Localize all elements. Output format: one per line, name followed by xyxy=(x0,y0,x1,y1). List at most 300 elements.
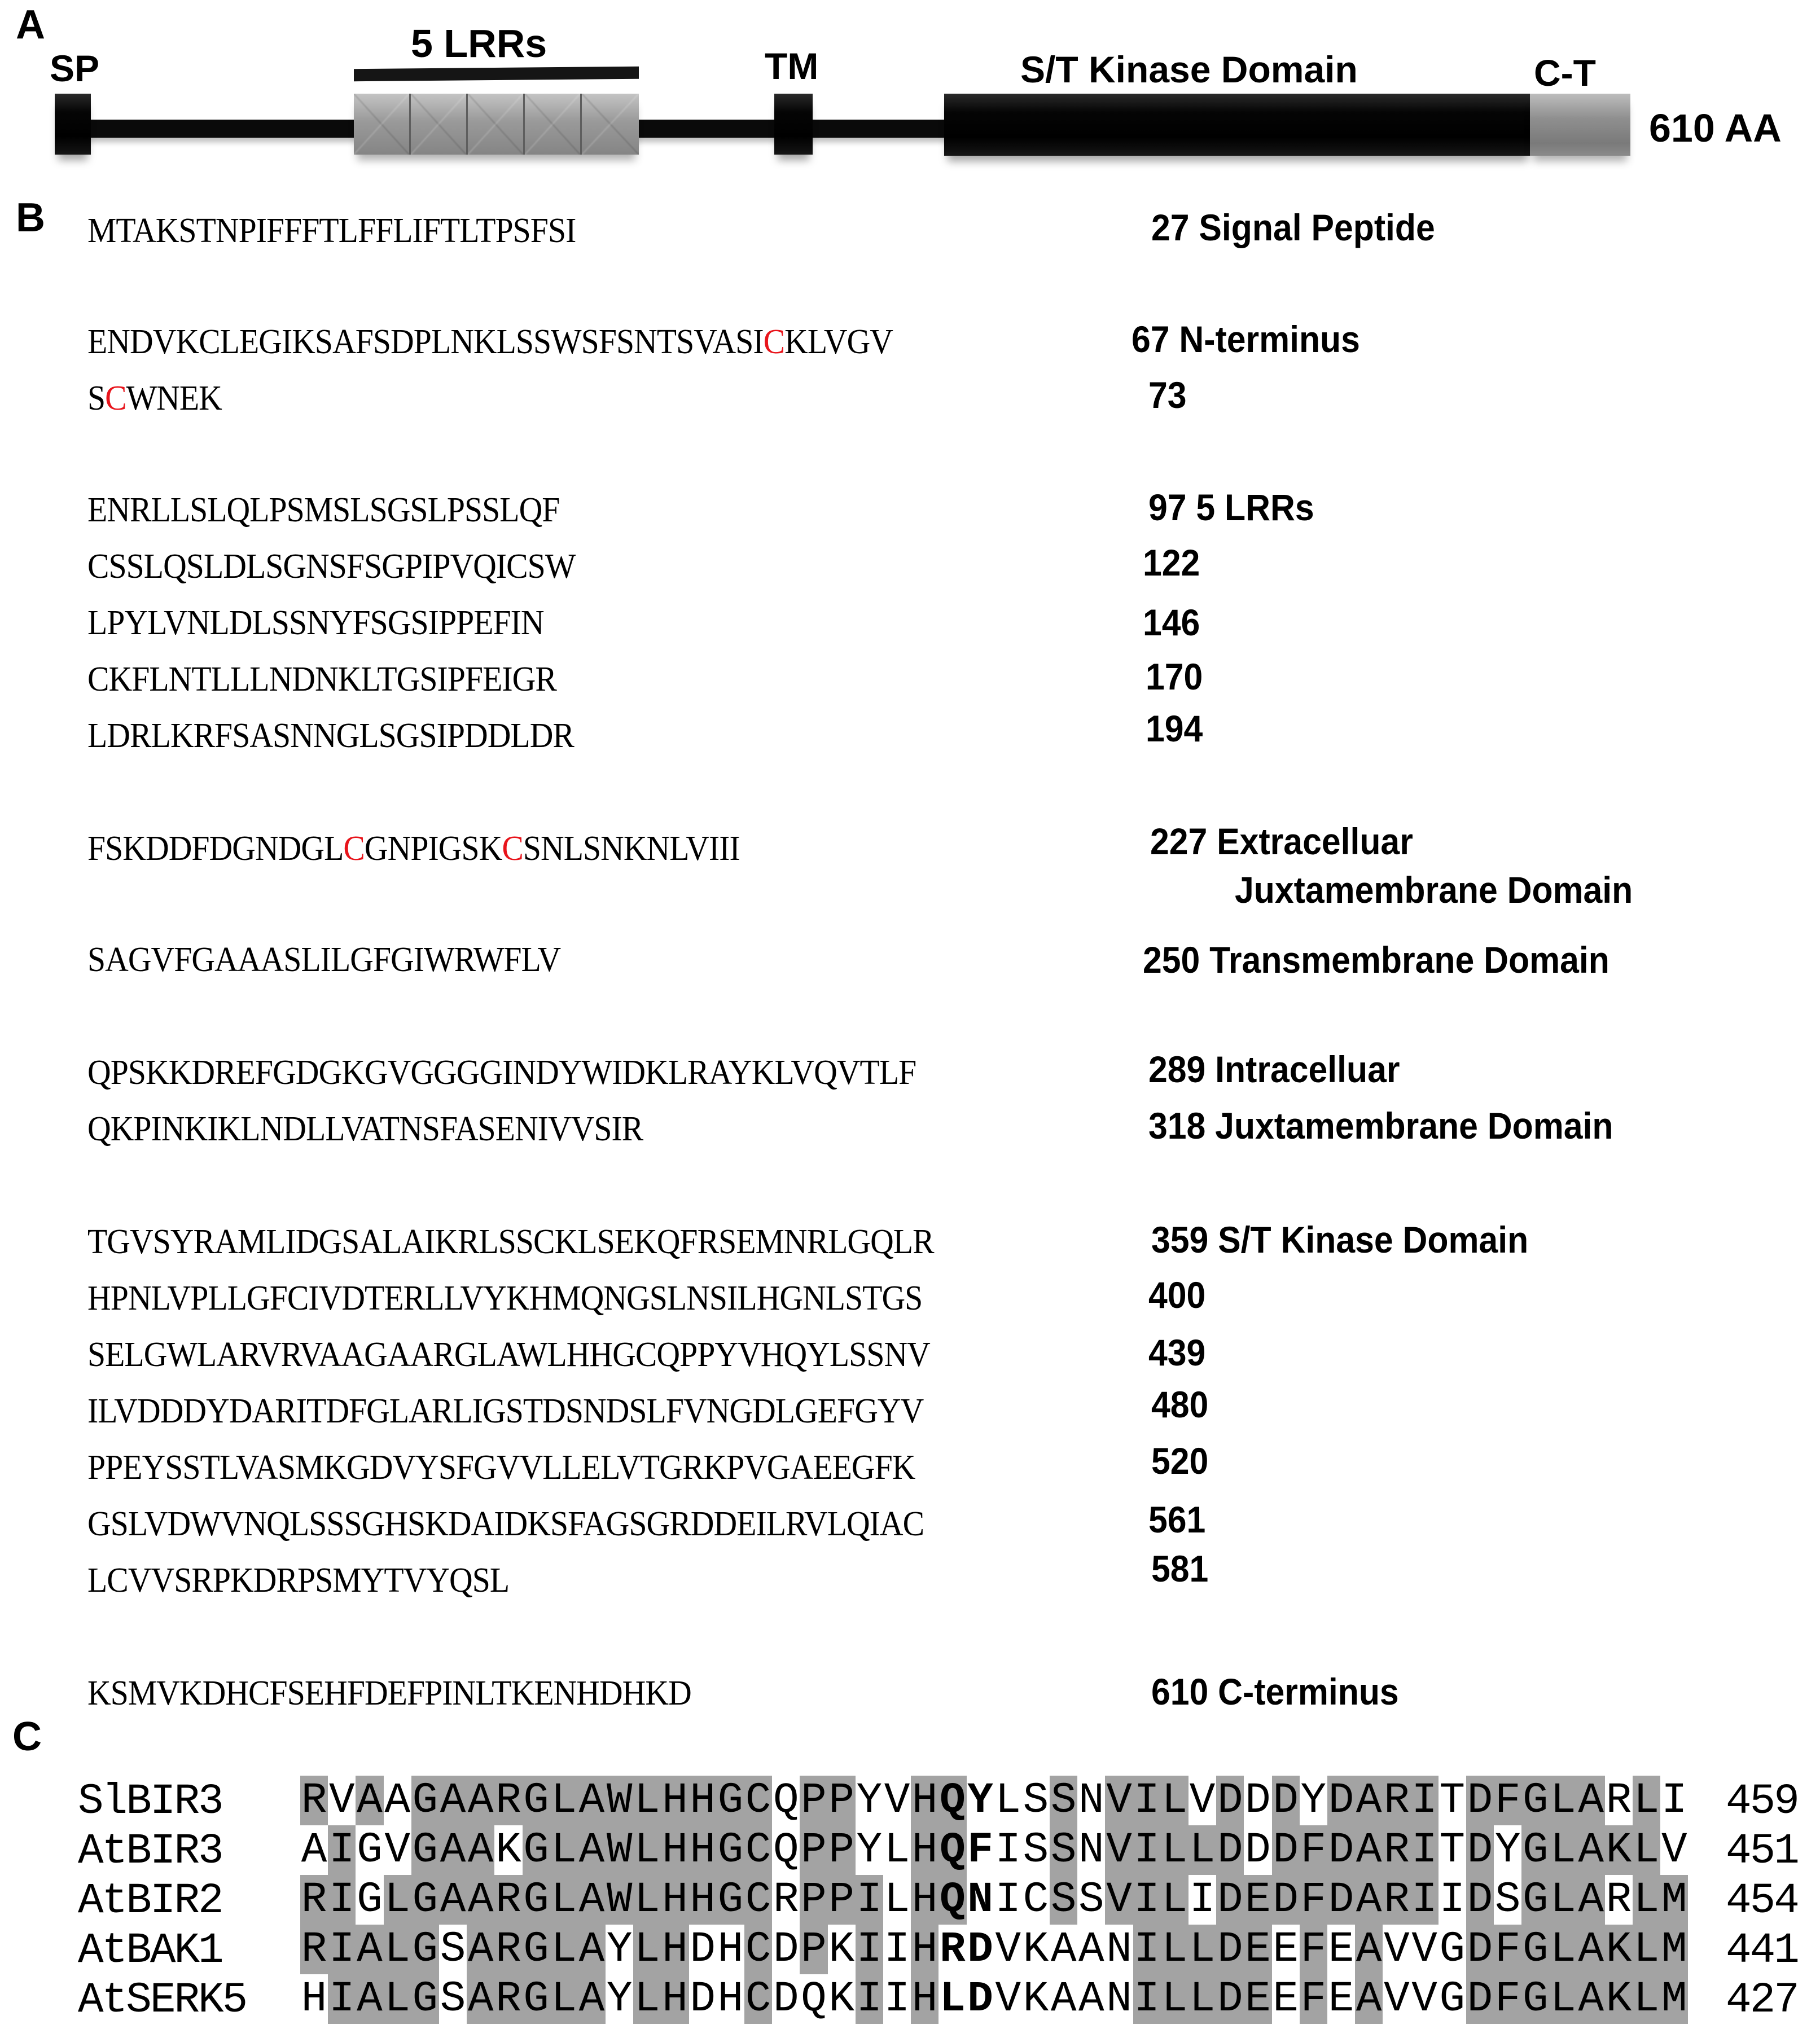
residue: N xyxy=(1078,1776,1104,1825)
residue: I xyxy=(1189,1876,1216,1924)
protein-sequence-line xyxy=(87,213,576,248)
conserved-residue: A xyxy=(1356,1776,1382,1825)
position-domain-label: 359 S/T Kinase Domain xyxy=(1151,1219,1529,1261)
conserved-residue: G xyxy=(412,1776,438,1825)
highlighted-cysteine: C xyxy=(343,829,365,868)
residue: L xyxy=(940,1975,966,2023)
ct-label: C-T xyxy=(1534,52,1596,94)
conserved-residue: A xyxy=(1578,1876,1604,1924)
conserved-residue: L xyxy=(1189,1826,1216,1874)
conserved-residue: H xyxy=(690,1826,716,1874)
residue: D xyxy=(1245,1776,1271,1825)
conserved-residue: G xyxy=(717,1776,744,1825)
conserved-residue: A xyxy=(1578,1975,1604,2023)
conserved-residue: I xyxy=(1134,1925,1160,1974)
sequence-segment: WNEK xyxy=(126,379,222,418)
position-domain-label: 561 xyxy=(1148,1499,1206,1540)
residue: Q xyxy=(801,1975,827,2023)
conserved-residue: L xyxy=(551,1876,577,1924)
position-domain-label: 400 xyxy=(1148,1274,1206,1316)
residue: H xyxy=(301,1975,327,2023)
residue: V xyxy=(384,1826,410,1874)
residue: K xyxy=(495,1826,521,1874)
panel-c-label: C xyxy=(12,1714,42,1759)
conserved-residue: F xyxy=(1300,1826,1327,1874)
conserved-residue: D xyxy=(1217,1826,1243,1874)
conserved-residue: A xyxy=(467,1975,494,2023)
alignment-sequence-name: AtBIR2 xyxy=(78,1877,222,1925)
conserved-residue: I xyxy=(1134,1876,1160,1924)
residue: Y xyxy=(967,1776,993,1825)
conserved-residue: D xyxy=(1273,1876,1299,1924)
conserved-residue: H xyxy=(662,1925,688,1974)
residue: G xyxy=(1439,1975,1466,2023)
conserved-residue: L xyxy=(1633,1826,1660,1874)
alignment-sequence-name: AtBIR3 xyxy=(78,1827,222,1876)
position-domain-label: 27 Signal Peptide xyxy=(1151,207,1435,248)
protein-sequence-line xyxy=(87,1450,915,1485)
conserved-residue: M xyxy=(1661,1876,1687,1924)
conserved-residue: D xyxy=(1273,1826,1299,1874)
residue: G xyxy=(357,1826,383,1874)
residue: C xyxy=(1023,1876,1049,1924)
residue: A xyxy=(1078,1975,1104,2023)
sequence-segment: SAGVFGAAASLILGFGIWRWFLV xyxy=(87,941,561,979)
conserved-residue: I xyxy=(856,1925,883,1974)
conserved-residue: H xyxy=(690,1776,716,1825)
conserved-residue: G xyxy=(523,1925,549,1974)
residue: V xyxy=(1411,1925,1437,1974)
conserved-residue: A xyxy=(440,1776,466,1825)
conserved-residue: G xyxy=(412,1826,438,1874)
conserved-residue: L xyxy=(1189,1925,1216,1974)
conserved-residue: D xyxy=(1217,1975,1243,2023)
conserved-residue: L xyxy=(634,1925,660,1974)
conserved-residue: H xyxy=(662,1975,688,2023)
protein-sequence-line xyxy=(87,831,740,866)
conserved-residue: G xyxy=(523,1826,549,1874)
protein-sequence-line xyxy=(87,1676,691,1711)
conserved-residue: R xyxy=(495,1975,521,2023)
residue: V xyxy=(1411,1975,1437,2023)
conserved-residue: E xyxy=(1245,1925,1271,1974)
conserved-residue: D xyxy=(1217,1776,1243,1825)
residue: Q xyxy=(773,1776,799,1825)
conserved-residue: A xyxy=(1356,1876,1382,1924)
conserved-residue: L xyxy=(1161,1826,1188,1874)
residue: D xyxy=(967,1975,993,2023)
conserved-residue: F xyxy=(1300,1925,1327,1974)
conserved-residue: A xyxy=(1578,1925,1604,1974)
domain-diagram xyxy=(0,0,1820,181)
protein-sequence-line xyxy=(87,1507,924,1541)
residue: K xyxy=(828,1925,854,1974)
sequence-segment: MTAKSTNPIFFFTLFFLIFTLTPSFSI xyxy=(87,212,576,250)
sequence-segment: PPEYSSTLVASMKGDVYSFGVVLLELVTGRKPVGAEEGFK xyxy=(87,1448,915,1487)
protein-sequence-line xyxy=(87,381,222,416)
residue: D xyxy=(690,1975,716,2023)
conserved-residue: A xyxy=(578,1826,605,1874)
residue: L xyxy=(884,1826,910,1874)
residue: I xyxy=(995,1826,1021,1874)
lrr-span-bar xyxy=(354,67,639,81)
protein-sequence-line xyxy=(87,1224,934,1259)
residue: N xyxy=(1106,1925,1132,1974)
residue: K xyxy=(1023,1975,1049,2023)
conserved-residue: P xyxy=(801,1826,827,1874)
kinase-domain-box xyxy=(944,94,1531,156)
conserved-residue: G xyxy=(1523,1876,1549,1924)
conserved-residue: P xyxy=(828,1826,854,1874)
conserved-residue: L xyxy=(1633,1876,1660,1924)
residue: S xyxy=(1078,1876,1104,1924)
conserved-residue: G xyxy=(523,1975,549,2023)
alignment-sequence-name: SlBIR3 xyxy=(78,1777,222,1826)
conserved-residue: Q xyxy=(940,1876,966,1924)
alignment-sequence-name: AtSERK5 xyxy=(78,1976,247,2024)
conserved-residue: R xyxy=(495,1876,521,1924)
protein-sequence-line xyxy=(87,718,574,753)
conserved-residue: I xyxy=(328,1826,355,1874)
conserved-residue: L xyxy=(551,1826,577,1874)
residue: S xyxy=(1494,1876,1521,1924)
residue: V xyxy=(995,1975,1021,2023)
conserved-residue: G xyxy=(412,1975,438,2023)
protein-sequence-line xyxy=(87,1281,922,1316)
conserved-residue: D xyxy=(1467,1876,1493,1924)
residue: R xyxy=(1606,1876,1632,1924)
residue: I xyxy=(1661,1776,1687,1825)
protein-sequence-line xyxy=(87,1394,923,1429)
protein-length-label: 610 AA xyxy=(1649,106,1782,150)
conserved-residue: K xyxy=(1606,1975,1632,2023)
conserved-residue: L xyxy=(1161,1876,1188,1924)
conserved-residue: H xyxy=(690,1876,716,1924)
conserved-residue: I xyxy=(328,1876,355,1924)
conserved-residue: H xyxy=(911,1776,938,1825)
conserved-residue: R xyxy=(1384,1776,1410,1825)
conserved-residue: D xyxy=(1467,1975,1493,2023)
protein-sequence-line xyxy=(87,605,544,640)
residue: D xyxy=(773,1975,799,2023)
conserved-residue: R xyxy=(495,1925,521,1974)
conserved-residue: A xyxy=(1578,1826,1604,1874)
conserved-residue: A xyxy=(357,1975,383,2023)
sequence-segment: GNPIGSK xyxy=(364,829,502,868)
conserved-residue: G xyxy=(1523,1826,1549,1874)
protein-sequence-line xyxy=(87,942,560,977)
conserved-residue: L xyxy=(1161,1925,1188,1974)
conserved-residue: A xyxy=(578,1876,605,1924)
conserved-residue: F xyxy=(1494,1925,1521,1974)
conserved-residue: L xyxy=(1550,1876,1576,1924)
residue: L xyxy=(995,1776,1021,1825)
conserved-residue: K xyxy=(1606,1925,1632,1974)
conserved-residue: M xyxy=(1661,1975,1687,2023)
position-domain-label: 480 xyxy=(1151,1384,1209,1425)
position-domain-label: 439 xyxy=(1148,1332,1206,1373)
residue: V xyxy=(1384,1975,1410,2023)
conserved-residue: A xyxy=(1578,1776,1604,1825)
sequence-segment: GSLVDWVNQLSSSGHSKDAIDKSFAGSGRDDEILRVLQIAC xyxy=(87,1505,924,1543)
residue: A xyxy=(1050,1925,1077,1974)
residue: D xyxy=(773,1925,799,1974)
conserved-residue: A xyxy=(467,1826,494,1874)
position-domain-label: 581 xyxy=(1151,1548,1209,1589)
conserved-residue: D xyxy=(1217,1876,1243,1924)
conserved-residue: K xyxy=(1606,1826,1632,1874)
sequence-segment: SELGWLARVRVAAGAARGLAWLHHGCQPPYVHQYLSSNV xyxy=(87,1336,930,1374)
residue: D xyxy=(690,1925,716,1974)
conserved-residue: D xyxy=(1217,1925,1243,1974)
sequence-segment: TGVSYRAMLIDGSALAIKRLSSCKLSEKQFRSEMNRLGQLR xyxy=(87,1223,934,1261)
residue: R xyxy=(940,1925,966,1974)
conserved-residue: L xyxy=(1633,1776,1660,1825)
conserved-residue: D xyxy=(1467,1925,1493,1974)
conserved-residue: F xyxy=(1494,1975,1521,2023)
residue: G xyxy=(1439,1925,1466,1974)
conserved-residue: Q xyxy=(940,1826,966,1874)
alignment-row xyxy=(300,1825,1688,1875)
sp-domain-box xyxy=(55,94,91,155)
protein-sequence-line xyxy=(87,1337,930,1372)
residue: K xyxy=(1023,1925,1049,1974)
residue: T xyxy=(1439,1776,1466,1825)
conserved-residue: L xyxy=(634,1975,660,2023)
conserved-residue: L xyxy=(384,1876,410,1924)
conserved-residue: I xyxy=(1411,1776,1437,1825)
panel-b-label: B xyxy=(16,195,45,240)
conserved-residue: P xyxy=(801,1925,827,1974)
sequence-segment: LCVVSRPKDRPSMYTVYQSL xyxy=(87,1561,510,1600)
sequence-segment: LPYLVNLDLSSNYFSGSIPPEFIN xyxy=(87,604,544,642)
conserved-residue: G xyxy=(412,1876,438,1924)
conserved-residue: C xyxy=(745,1925,771,1974)
conserved-residue: G xyxy=(523,1776,549,1825)
sequence-segment: HPNLVPLLGFCIVDTERLLVYKHMQNGSLNSILHGNLSTGS xyxy=(87,1279,923,1317)
protein-sequence-line xyxy=(87,549,575,584)
conserved-residue: I xyxy=(1411,1826,1437,1874)
residue: Y xyxy=(606,1925,633,1974)
ct-domain-box xyxy=(1530,94,1630,156)
conserved-residue: R xyxy=(1384,1826,1410,1874)
residue: K xyxy=(828,1975,854,2023)
conserved-residue: C xyxy=(745,1776,771,1825)
conserved-residue: I xyxy=(1134,1975,1160,2023)
sequence-segment: ILVDDDYDARITDFGLARLIGSTDSNDSLFVNGDLGEFGYV xyxy=(87,1392,924,1430)
alignment-sequence-name: AtBAK1 xyxy=(78,1926,222,1975)
conserved-residue: A xyxy=(578,1975,605,2023)
conserved-residue: L xyxy=(384,1925,410,1974)
conserved-residue: H xyxy=(911,1876,938,1924)
conserved-residue: H xyxy=(662,1826,688,1874)
conserved-residue: A xyxy=(357,1776,383,1825)
sequence-segment: QKPINKIKLNDLLVATNSFASENIVVSIR xyxy=(87,1110,643,1148)
conserved-residue: R xyxy=(495,1776,521,1825)
residue: S xyxy=(1023,1826,1049,1874)
residue: V xyxy=(995,1925,1021,1974)
conserved-residue: D xyxy=(1467,1776,1493,1825)
sequence-segment: LDRLKRFSASNNGLSGSIPDDLDR xyxy=(87,717,574,755)
conserved-residue: L xyxy=(1633,1925,1660,1974)
conserved-residue: R xyxy=(301,1776,327,1825)
conserved-residue: F xyxy=(1300,1876,1327,1924)
alignment-end-position: 451 xyxy=(1726,1827,1798,1876)
alignment-end-position: 427 xyxy=(1726,1976,1798,2024)
conserved-residue: G xyxy=(1523,1776,1549,1825)
conserved-residue: H xyxy=(911,1925,938,1974)
residue: H xyxy=(717,1975,744,2023)
sp-label: SP xyxy=(50,47,100,89)
conserved-residue: L xyxy=(1161,1776,1188,1825)
lrr-repeat xyxy=(582,94,639,155)
position-domain-label: 73 xyxy=(1148,374,1187,416)
residue: Y xyxy=(856,1776,883,1825)
position-domain-label-continued: Juxtamembrane Domain xyxy=(1235,869,1633,911)
residue: Q xyxy=(773,1826,799,1874)
conserved-residue: H xyxy=(662,1876,688,1924)
protein-sequence-line xyxy=(87,1563,509,1598)
conserved-residue: Q xyxy=(940,1776,966,1825)
conserved-residue: A xyxy=(467,1776,494,1825)
conserved-residue: P xyxy=(828,1776,854,1825)
conserved-residue: D xyxy=(1328,1776,1354,1825)
residue: V xyxy=(1384,1925,1410,1974)
conserved-residue: A xyxy=(467,1925,494,1974)
conserved-residue: R xyxy=(301,1876,327,1924)
kinase-label: S/T Kinase Domain xyxy=(1020,49,1358,90)
alignment-row xyxy=(300,1925,1688,1974)
conserved-residue: G xyxy=(1523,1975,1549,2023)
conserved-residue: L xyxy=(384,1975,410,2023)
lrr-repeat xyxy=(354,94,411,155)
residue: S xyxy=(1023,1776,1049,1825)
conserved-residue: A xyxy=(357,1925,383,1974)
residue: I xyxy=(884,1975,910,2023)
alignment-end-position: 459 xyxy=(1726,1777,1798,1826)
conserved-residue: R xyxy=(1384,1876,1410,1924)
position-domain-label: 227 Extracelluar xyxy=(1150,820,1413,862)
conserved-residue: L xyxy=(1550,1826,1576,1874)
position-domain-label: 250 Transmembrane Domain xyxy=(1143,939,1610,981)
residue: E xyxy=(1328,1925,1354,1974)
position-domain-label: 122 xyxy=(1143,542,1200,583)
highlighted-cysteine: C xyxy=(763,323,785,361)
residue: E xyxy=(1328,1975,1354,2023)
residue: N xyxy=(1078,1826,1104,1874)
conserved-residue: L xyxy=(634,1876,660,1924)
sequence-segment: SNLSNKNLVIII xyxy=(523,829,740,868)
conserved-residue: L xyxy=(1161,1975,1188,2023)
conserved-residue: C xyxy=(745,1826,771,1874)
sequence-segment: ENDVKCLEGIKSAFSDPLNKLSSWSFSNTSVASI xyxy=(87,323,764,361)
conserved-residue: I xyxy=(1134,1826,1160,1874)
residue: D xyxy=(967,1925,993,1974)
conserved-residue: G xyxy=(717,1876,744,1924)
conserved-residue: I xyxy=(1411,1876,1437,1924)
conserved-residue: M xyxy=(1661,1925,1687,1974)
conserved-residue: F xyxy=(1300,1975,1327,2023)
lrr-domain-box xyxy=(354,94,639,155)
conserved-residue: A xyxy=(467,1876,494,1924)
residue: N xyxy=(1106,1975,1132,2023)
conserved-residue: H xyxy=(911,1975,938,2023)
tm-domain-box xyxy=(774,94,813,155)
residue: I xyxy=(1439,1876,1466,1924)
conserved-residue: L xyxy=(634,1826,660,1874)
position-domain-label: 520 xyxy=(1151,1440,1209,1482)
position-domain-label: 194 xyxy=(1146,708,1203,749)
residue: L xyxy=(884,1876,910,1924)
conserved-residue: R xyxy=(301,1925,327,1974)
position-domain-label: 146 xyxy=(1143,601,1200,643)
position-domain-label: 610 C-terminus xyxy=(1151,1671,1399,1712)
residue: T xyxy=(1439,1826,1466,1874)
conserved-residue: A xyxy=(1356,1826,1382,1874)
conserved-residue: P xyxy=(801,1776,827,1825)
conserved-residue: I xyxy=(856,1876,883,1924)
lrr-label: 5 LRRs xyxy=(411,21,547,65)
sequence-segment: CKFLNTLLLNDNKLTGSIPFEIGR xyxy=(87,660,556,699)
position-domain-label: 318 Juxtamembrane Domain xyxy=(1148,1105,1613,1147)
conserved-residue: A xyxy=(440,1826,466,1874)
conserved-residue: E xyxy=(1245,1876,1271,1924)
residue: A xyxy=(1078,1925,1104,1974)
residue: Y xyxy=(1494,1826,1521,1874)
residue: R xyxy=(773,1876,799,1924)
conserved-residue: C xyxy=(745,1876,771,1924)
sequence-segment: S xyxy=(87,379,106,418)
conserved-residue: P xyxy=(801,1876,827,1924)
position-domain-label: 97 5 LRRs xyxy=(1148,486,1314,528)
residue: F xyxy=(967,1826,993,1874)
residue: G xyxy=(357,1876,383,1924)
residue: E xyxy=(1273,1975,1299,2023)
conserved-residue: I xyxy=(328,1975,355,2023)
conserved-residue: W xyxy=(606,1826,633,1874)
conserved-residue: G xyxy=(523,1876,549,1924)
conserved-residue: G xyxy=(412,1925,438,1974)
alignment-row xyxy=(300,1974,1688,2024)
highlighted-cysteine: C xyxy=(502,829,523,868)
conserved-residue: A xyxy=(1356,1925,1382,1974)
conserved-residue: I xyxy=(1134,1776,1160,1825)
panel-a-label: A xyxy=(16,2,45,47)
conserved-residue: S xyxy=(1050,1776,1077,1825)
highlighted-cysteine: C xyxy=(105,379,126,418)
conserved-residue: L xyxy=(1550,1975,1576,2023)
residue: D xyxy=(1245,1826,1271,1874)
conserved-residue: V xyxy=(1106,1776,1132,1825)
conserved-residue: D xyxy=(1273,1776,1299,1825)
position-domain-label: 289 Intracelluar xyxy=(1148,1048,1400,1090)
conserved-residue: A xyxy=(1356,1975,1382,2023)
lrr-repeat xyxy=(468,94,525,155)
protein-sequence-line xyxy=(87,324,893,359)
residue: S xyxy=(440,1975,466,2023)
protein-sequence-line xyxy=(87,662,556,697)
sequence-segment: ENRLLSLQLPSMSLSGSLPSSLQF xyxy=(87,491,560,529)
residue: V xyxy=(884,1776,910,1825)
conserved-residue: L xyxy=(1550,1776,1576,1825)
conserved-residue: L xyxy=(551,1776,577,1825)
position-domain-label: 67 N-terminus xyxy=(1132,318,1360,360)
residue: H xyxy=(717,1925,744,1974)
residue: E xyxy=(1273,1925,1299,1974)
residue: V xyxy=(1189,1776,1216,1825)
conserved-residue: C xyxy=(745,1975,771,2023)
residue: A xyxy=(301,1826,327,1874)
